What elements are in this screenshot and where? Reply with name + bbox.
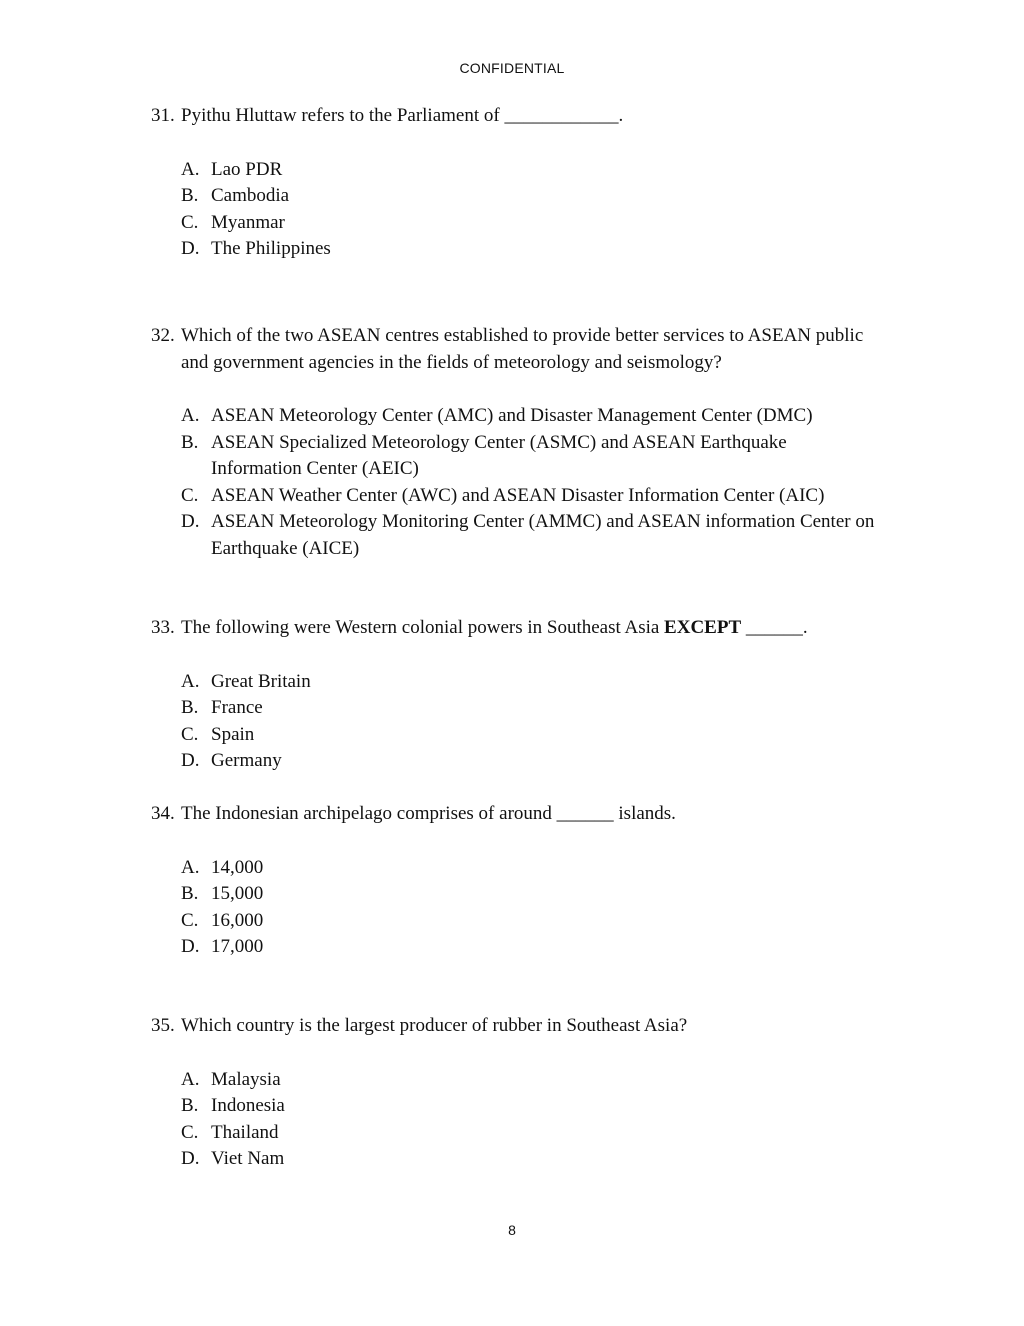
- question-31: [151, 103, 911, 263]
- option-b: [181, 183, 911, 210]
- option-d: [181, 236, 911, 263]
- option-text: Thailand: [211, 1121, 279, 1143]
- question-number: 34.: [151, 803, 175, 824]
- question-number: 33.: [151, 617, 175, 638]
- option-letter: C.: [181, 484, 199, 506]
- question-32: [151, 323, 911, 562]
- question-text: Which country is the largest producer of rubber in Southeast Asia?: [181, 1015, 688, 1036]
- option-c: [181, 483, 911, 510]
- option-letter: C.: [181, 1121, 199, 1143]
- options-list: [151, 157, 911, 263]
- option-letter: B.: [181, 185, 199, 206]
- option-text: 17,000: [211, 936, 264, 957]
- option-text: Great Britain: [211, 670, 311, 692]
- option-letter: A.: [181, 670, 200, 692]
- option-text: 14,000: [211, 856, 264, 878]
- question-number: 32.: [151, 325, 175, 346]
- question-35: [151, 1013, 911, 1173]
- option-d: [181, 934, 911, 961]
- option-text: Malaysia: [211, 1068, 281, 1090]
- page-header: CONFIDENTIAL: [459, 60, 565, 76]
- question-text: Pyithu Hluttaw refers to the Parliament of ____________.: [181, 105, 624, 126]
- option-letter: C.: [181, 723, 199, 745]
- question-text-after: ______.: [741, 617, 808, 638]
- option-b: [181, 695, 911, 722]
- page-number: 8: [508, 1222, 516, 1238]
- question-stem: [151, 615, 911, 642]
- question-text-emphasis: EXCEPT: [664, 617, 742, 638]
- option-text: Cambodia: [211, 185, 290, 206]
- option-text: 16,000: [211, 909, 264, 931]
- options-list: [151, 669, 911, 775]
- option-letter: B.: [181, 431, 199, 453]
- option-c: [181, 210, 911, 237]
- question-stem: [151, 801, 911, 828]
- option-a: [181, 1067, 911, 1094]
- option-letter: A.: [181, 856, 200, 878]
- option-letter: A.: [181, 405, 200, 426]
- option-letter: B.: [181, 883, 199, 904]
- question-stem: [151, 323, 911, 376]
- option-d: [181, 748, 911, 775]
- options-list: [151, 403, 911, 562]
- option-letter: A.: [181, 1068, 200, 1090]
- option-letter: B.: [181, 697, 199, 718]
- option-text: 15,000: [211, 883, 264, 904]
- option-text: Spain: [211, 723, 255, 745]
- option-letter: B.: [181, 1095, 199, 1116]
- option-text: ASEAN Specialized Meteorology Center (ASMC) and ASEAN Earthquake Information Center (AEIC): [211, 431, 787, 479]
- option-d: [181, 509, 911, 562]
- option-text: ASEAN Meteorology Center (AMC) and Disaster Management Center (DMC): [211, 405, 813, 426]
- option-c: [181, 1120, 911, 1147]
- option-letter: D.: [181, 1148, 200, 1169]
- option-text: ASEAN Weather Center (AWC) and ASEAN Disaster Information Center (AIC): [211, 484, 825, 506]
- option-text: Viet Nam: [211, 1148, 285, 1169]
- options-list: [151, 855, 911, 961]
- option-text: Lao PDR: [211, 158, 283, 180]
- question-number: 31.: [151, 105, 175, 126]
- question-number: 35.: [151, 1015, 175, 1036]
- option-text: ASEAN Meteorology Monitoring Center (AMMC) and ASEAN information Center on Earthquake (AICE): [211, 511, 875, 559]
- option-text: The Philippines: [211, 238, 331, 259]
- question-34: [151, 801, 911, 961]
- option-letter: D.: [181, 936, 200, 957]
- option-letter: C.: [181, 211, 199, 233]
- option-b: [181, 430, 911, 483]
- question-text: Which of the two ASEAN centres established to provide better services to ASEAN public and government agencies in the fields of meteorology and seismology?: [181, 325, 864, 373]
- option-letter: D.: [181, 238, 200, 259]
- option-a: [181, 157, 911, 184]
- question-text: [181, 615, 911, 642]
- question-stem: [151, 103, 911, 130]
- option-b: [181, 881, 911, 908]
- option-text: France: [211, 697, 263, 718]
- option-c: [181, 908, 911, 935]
- option-letter: A.: [181, 158, 200, 180]
- option-letter: D.: [181, 511, 200, 532]
- option-b: [181, 1093, 911, 1120]
- option-a: [181, 403, 911, 430]
- option-a: [181, 855, 911, 882]
- option-c: [181, 722, 911, 749]
- question-33: [151, 615, 911, 775]
- question-text: The Indonesian archipelago comprises of around ______ islands.: [181, 803, 676, 824]
- options-list: [151, 1067, 911, 1173]
- option-text: Myanmar: [211, 211, 285, 233]
- option-text: Indonesia: [211, 1095, 285, 1116]
- option-a: [181, 669, 911, 696]
- question-stem: [151, 1013, 911, 1040]
- option-text: Germany: [211, 750, 282, 771]
- option-d: [181, 1146, 911, 1173]
- option-letter: D.: [181, 750, 200, 771]
- question-text-before: The following were Western colonial powers in Southeast Asia: [181, 617, 665, 638]
- option-letter: C.: [181, 909, 199, 931]
